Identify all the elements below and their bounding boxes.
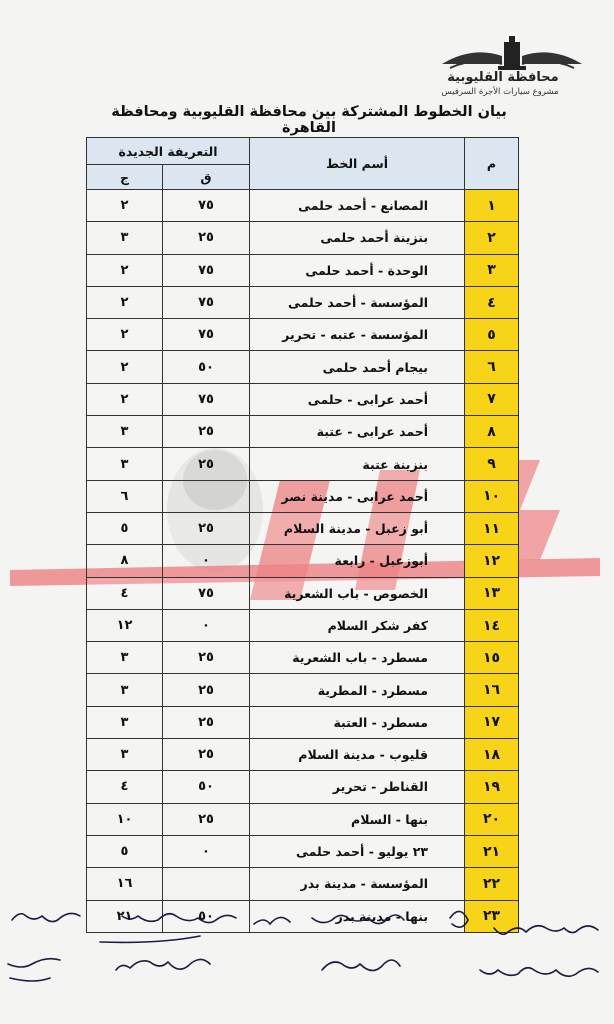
tariff-pounds: ٣ [87,416,163,448]
table-row [87,286,519,318]
column-header-number: م [465,138,519,190]
row-number: ٦ [465,351,519,383]
line-name: بنزينة أحمد حلمى [250,222,465,254]
tariff-piasters: ٠ [163,835,250,867]
table-row [87,319,519,351]
tariff-piasters: ٧٥ [163,254,250,286]
tariff-piasters: ٠ [163,609,250,641]
table-row [87,577,519,609]
line-name: مسطرد - المطرية [250,674,465,706]
tariff-piasters: ٧٥ [163,190,250,222]
line-name: المؤسسة - عتبه - تحرير [250,319,465,351]
tariff-piasters: ٥٠ [163,900,250,932]
tariff-pounds: ٢١ [87,900,163,932]
table-row [87,609,519,641]
table-row [87,803,519,835]
line-name: المصانع - أحمد حلمى [250,190,465,222]
tariff-pounds: ٢ [87,383,163,415]
line-name: القناطر - تحرير [250,771,465,803]
tariff-piasters: ٧٥ [163,383,250,415]
row-number: ٢٢ [465,868,519,900]
line-name: مسطرد - العتبة [250,706,465,738]
tariff-pounds: ٣ [87,674,163,706]
tariff-piasters: ٢٥ [163,739,250,771]
table-row [87,383,519,415]
table-row [87,674,519,706]
line-name: المؤسسة - أحمد حلمى [250,286,465,318]
tariff-pounds: ٢ [87,190,163,222]
handwritten-signatures [0,900,614,1024]
document-title: بيان الخطوط المشتركة بين محافظة القليوبية ومحافظة القاهرة [104,104,514,139]
row-number: ١٤ [465,609,519,641]
column-header-piasters: ق [163,165,250,190]
row-number: ١٥ [465,642,519,674]
row-number: ١٢ [465,545,519,577]
row-number: ١٧ [465,706,519,738]
tariff-piasters: ٧٥ [163,286,250,318]
tariff-pounds: ٢ [87,319,163,351]
tariff-piasters: ٢٥ [163,416,250,448]
tariff-pounds: ٤ [87,771,163,803]
table-row [87,642,519,674]
line-name: مسطرد - باب الشعرية [250,642,465,674]
line-name: الوحدة - أحمد حلمى [250,254,465,286]
line-name: كفر شكر السلام [250,609,465,641]
row-number: ٨ [465,416,519,448]
tariff-piasters [163,480,250,512]
tariff-pounds: ٨ [87,545,163,577]
row-number: ٢ [465,222,519,254]
row-number: ٣ [465,254,519,286]
line-name: الخصوص - باب الشعرية [250,577,465,609]
organization-subtitle: مشروع سيارات الأجرة السرفيس [441,87,559,97]
line-name: بنزينة عتبة [250,448,465,480]
line-name: أحمد عرابى - مدينة نصر [250,480,465,512]
row-number: ١٦ [465,674,519,706]
tariff-pounds: ١٢ [87,609,163,641]
line-name: بيجام أحمد حلمى [250,351,465,383]
tariff-piasters: ٢٥ [163,706,250,738]
tariff-piasters: ٧٥ [163,577,250,609]
line-name: قليوب - مدينة السلام [250,739,465,771]
table-row [87,835,519,867]
tariff-pounds: ٣ [87,448,163,480]
table-row [87,706,519,738]
tariff-pounds: ٥ [87,512,163,544]
table-row [87,416,519,448]
column-header-line-name: أسم الخط [250,138,465,190]
table-row [87,545,519,577]
tariff-pounds: ٣ [87,642,163,674]
table-row [87,448,519,480]
line-name: بنها - السلام [250,803,465,835]
table-row [87,512,519,544]
line-name: أحمد عرابى - حلمى [250,383,465,415]
tariff-pounds: ٦ [87,480,163,512]
row-number: ١١ [465,512,519,544]
table-row [87,351,519,383]
table-row [87,771,519,803]
tariff-piasters: ٧٥ [163,319,250,351]
row-number: ٥ [465,319,519,351]
tariff-pounds: ٣ [87,222,163,254]
organization-name: محافظة القليوبية [447,70,559,85]
row-number: ٢٠ [465,803,519,835]
tariff-pounds: ٢ [87,351,163,383]
tariff-pounds: ٤ [87,577,163,609]
tariff-pounds: ٢ [87,254,163,286]
tariff-pounds: ٣ [87,739,163,771]
row-number: ١٨ [465,739,519,771]
row-number: ٧ [465,383,519,415]
line-name: المؤسسة - مدينة بدر [250,868,465,900]
row-number: ١٩ [465,771,519,803]
row-number: ٩ [465,448,519,480]
table-row [87,254,519,286]
tariff-pounds: ٣ [87,706,163,738]
tariff-piasters: ٢٥ [163,222,250,254]
tariff-piasters: ٥٠ [163,351,250,383]
line-name: أبو زعبل - مدينة السلام [250,512,465,544]
table-row [87,868,519,900]
line-name: أبوزعبل - رابعة [250,545,465,577]
table-row [87,480,519,512]
row-number: ٤ [465,286,519,318]
row-number: ١٠ [465,480,519,512]
tariff-pounds: ٢ [87,286,163,318]
tariff-pounds: ١٠ [87,803,163,835]
line-name: ٢٣ يوليو - أحمد حلمى [250,835,465,867]
row-number: ٢٣ [465,900,519,932]
winged-emblem-icon [432,34,592,74]
tariff-piasters: ٢٥ [163,674,250,706]
row-number: ١٣ [465,577,519,609]
tariff-piasters: ٢٥ [163,642,250,674]
line-name: أحمد عرابى - عتبة [250,416,465,448]
line-name: بنها - مدينة بدر [250,900,465,932]
table-row [87,190,519,222]
column-header-new-tariff: التعريفة الجديدة [87,138,250,165]
column-header-pounds: ج [87,165,163,190]
row-number: ١ [465,190,519,222]
tariff-piasters: ٢٥ [163,448,250,480]
table-row [87,739,519,771]
table-row [87,222,519,254]
tariff-table [86,137,519,933]
tariff-piasters: ٥٠ [163,771,250,803]
tariff-piasters: ٠ [163,545,250,577]
tariff-piasters [163,868,250,900]
tariff-pounds: ٥ [87,835,163,867]
tariff-piasters: ٢٥ [163,803,250,835]
tariff-piasters: ٢٥ [163,512,250,544]
tariff-pounds: ١٦ [87,868,163,900]
row-number: ٢١ [465,835,519,867]
